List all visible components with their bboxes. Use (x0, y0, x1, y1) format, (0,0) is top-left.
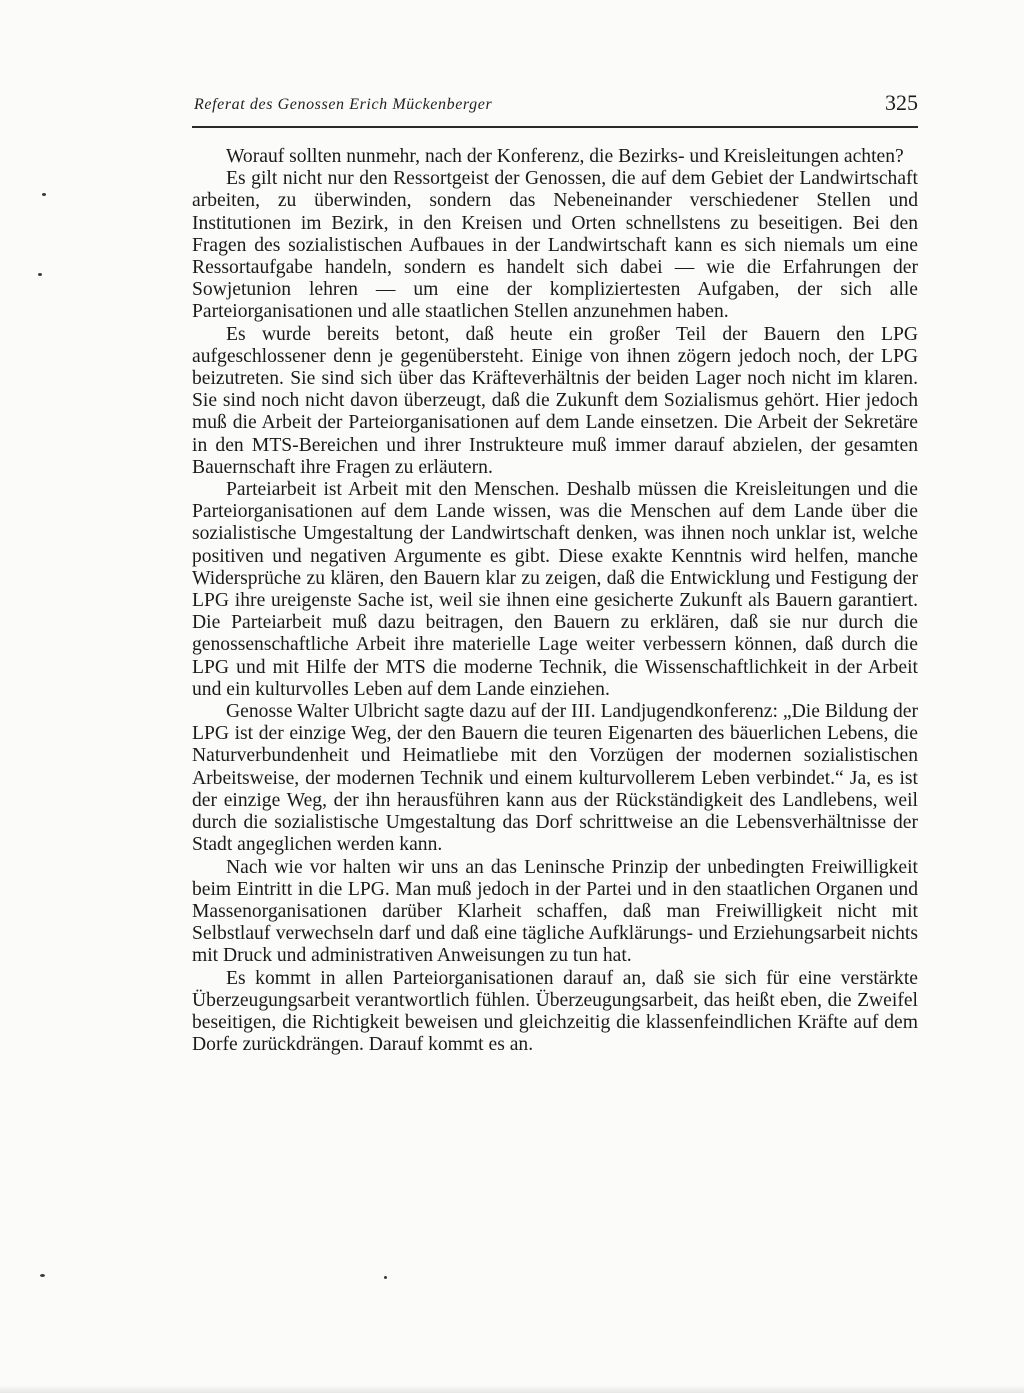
page-number: 325 (885, 90, 918, 115)
paragraph: Genosse Walter Ulbricht sagte dazu auf der III. Landjugendkonferenz: „Die Bildung der LPG ist der einzige Weg, der den Bauern die teuren Eigenarten des bäuerlichen Lebens, die Naturverbundenheit und Heimatliebe mit den Vorzügen der modernen sozialistischen Arbeitsweise, der modernen Technik und einem kulturvollerem Leben verbindet.“ Ja, es ist der einzige Weg, der ihn herausführen kann aus der Rückständigkeit des Landlebens, weil durch die sozialistische Umgestaltung das Dorf schrittweise an die Lebensverhältnisse der Stadt angeglichen werden kann. (192, 701, 918, 856)
scan-edge (0, 1385, 1024, 1393)
paragraph: Parteiarbeit ist Arbeit mit den Menschen. Deshalb müssen die Kreisleitungen und die Parteiorganisationen auf dem Lande wissen, was die Menschen auf dem Lande über die sozialistische Umgestaltung der Landwirtschaft denken, was ihnen noch unklar ist, welche positiven und negativen Argumente es gibt. Diese exakte Kenntnis wird helfen, manche Widersprüche zu klären, den Bauern klar zu zeigen, daß die Entwicklung und Festigung der LPG ihre ureigenste Sache ist, weil sie ihnen eine gesicherte Zukunft als Bauern garantiert. Die Parteiarbeit muß dazu beitragen, den Bauern zu erklären, daß sie nur durch die genossenschaftliche Arbeit ihre materielle Lage weiter verbessern können, daß durch die LPG und mit Hilfe der MTS die moderne Technik, die Wissenschaftlichkeit in der Arbeit und ein kulturvolles Leben auf dem Lande einziehen. (192, 479, 918, 700)
scan-speck (40, 1274, 45, 1277)
paragraph: Es gilt nicht nur den Ressortgeist der Genossen, die auf dem Gebiet der Landwirtschaft arbeiten, zu überwinden, sondern das Nebeneinander verschiedener Stellen und Institutionen im Bezirk, in den Kreisen und Orten schnellstens zu beseitigen. Bei den Fragen des sozialistischen Aufbaues in der Landwirtschaft kann es sich niemals um eine Ressortaufgabe handeln, sondern es handelt sich dabei — wie die Erfahrungen der Sowjetunion lehren — um eine der kompliziertesten Aufgaben, der sich alle Parteiorganisationen und alle staatlichen Stellen anzunehmen haben. (192, 168, 918, 323)
page-header (192, 92, 918, 128)
paragraph: Es wurde bereits betont, daß heute ein großer Teil der Bauern den LPG aufgeschlossener denn je gegenübersteht. Einige von ihnen zögern jedoch noch, der LPG beizutreten. Sie sind sich über das Kräfteverhältnis der beiden Lager noch nicht im klaren. Sie sind noch nicht davon überzeugt, daß die Zukunft dem Sozialismus gehört. Hier jedoch muß die Arbeit der Parteiorganisationen auf dem Lande einsetzen. Die Arbeit der Sekretäre in den MTS-Bereichen und ihrer Instrukteure muß immer darauf abzielen, der gesamten Bauernschaft ihre Fragen zu erläutern. (192, 323, 918, 478)
scan-speck (384, 1276, 387, 1279)
body-text (192, 146, 918, 1056)
paragraph: Worauf sollten nunmehr, nach der Konferenz, die Bezirks- und Kreisleitungen achten? (226, 146, 904, 167)
running-head: Referat des Genossen Erich Mückenberger (194, 96, 493, 113)
paragraph: Es kommt in allen Parteiorganisationen darauf an, daß sie sich für eine verstärkte Überzeugungsarbeit verantwortlich fühlen. Überzeugungsarbeit, das heißt eben, die Zweifel beseitigen, die Richtigkeit beweisen und gleichzeitig die klassenfeindlichen Kräfte auf dem Dorfe zurückdrängen. Darauf kommt es an. (192, 967, 918, 1056)
paragraph: Nach wie vor halten wir uns an das Leninsche Prinzip der unbedingten Freiwilligkeit beim Eintritt in die LPG. Man muß jedoch in der Partei und in den staatlichen Organen und Massenorganisationen darüber Klarheit schaffen, daß man Freiwilligkeit nicht mit Selbstlauf verwechseln darf und daß eine tägliche Aufklärungs- und Erziehungsarbeit nichts mit Druck und administrativen Anweisungen zu tun hat. (192, 856, 918, 967)
scan-speck (38, 273, 42, 276)
scan-speck (42, 193, 46, 196)
